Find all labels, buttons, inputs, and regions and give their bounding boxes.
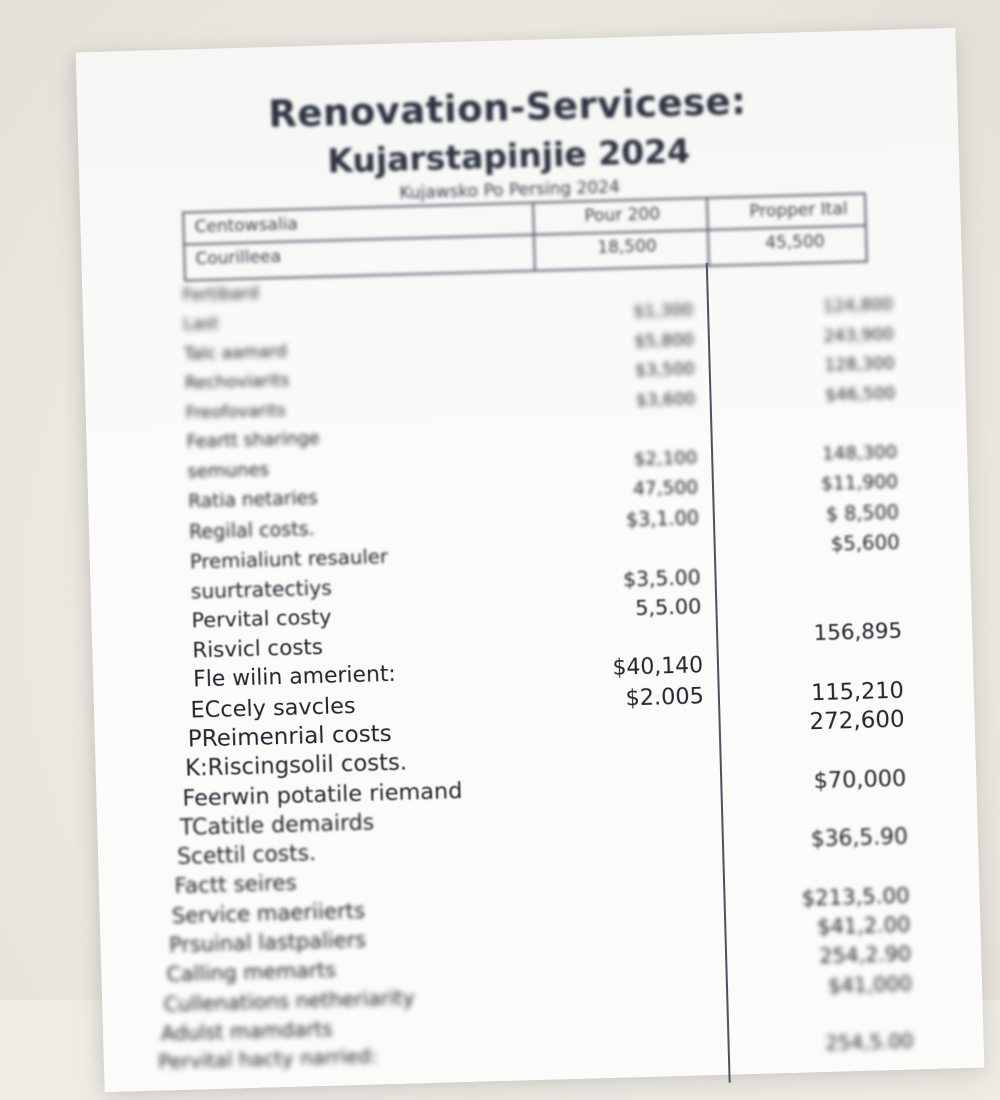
item-label: PReimenrial costs (187, 720, 393, 753)
item-value-col2: 128,300 (824, 353, 895, 376)
item-value-col1: $3,500 (635, 359, 696, 382)
document-title-line1: Renovation-Servicese: (267, 79, 747, 137)
item-label: Pervital costy (191, 604, 332, 633)
item-value-col2: 272,600 (809, 706, 905, 736)
item-label: suurtratectiys (190, 575, 333, 604)
item-label: Scettil costs. (176, 840, 317, 870)
item-value-col2: 156,895 (813, 618, 903, 646)
item-value-col2: 148,300 (822, 442, 898, 466)
item-value-col2: $46,500 (824, 383, 896, 406)
header-row1-col2: Pour 200 (584, 204, 661, 227)
item-value-col2: $36,5.90 (810, 824, 909, 852)
item-value-col1: 5,5.00 (634, 594, 702, 621)
item-value-col2: $11,900 (820, 471, 899, 495)
item-label: Last (183, 313, 219, 335)
item-value-col1: $3,600 (635, 388, 696, 411)
item-label: Service maeriierts (171, 898, 366, 929)
item-value-col2: $5,600 (830, 530, 900, 556)
item-label: Fle wilin amerient: (192, 661, 397, 693)
item-label: Premialiunt resauler (189, 544, 389, 574)
document-subtitle: Kujawsko Po Persing 2024 (399, 177, 621, 204)
price-list-sheet (76, 28, 985, 1092)
item-value-col1: $3,1.00 (625, 506, 700, 532)
item-value-col1: $3,5.00 (622, 565, 701, 592)
item-value-col2: 254,5.00 (825, 1029, 914, 1056)
item-value-col1: $5,800 (634, 330, 695, 352)
item-value-col2: $70,000 (813, 765, 907, 794)
header-row1-col3: Propper Ital (749, 199, 848, 222)
item-label: semunes (187, 459, 270, 483)
item-value-col2: 243,900 (823, 324, 895, 347)
item-label: Pervital hacty narried: (158, 1044, 378, 1074)
item-value-col2: $ 8,500 (825, 500, 900, 526)
item-value-col2: 254,2.90 (819, 941, 912, 969)
item-value-col1: $40,140 (612, 653, 704, 681)
item-value-col1: $1,300 (633, 300, 694, 323)
item-label: Freofovarits (185, 400, 287, 424)
item-value-col1: $2.005 (625, 682, 705, 711)
item-value-col2: $41,000 (827, 971, 913, 998)
item-label: Rechoviarits (184, 370, 290, 394)
header-table-column-divider (532, 204, 536, 270)
item-label: ECcely savcles (190, 692, 356, 724)
header-row2-col2: 18,500 (597, 236, 658, 258)
item-value-col2: 124,800 (822, 295, 894, 318)
item-label: Fertibard (182, 283, 260, 306)
item-label: Ratia netaries (187, 487, 319, 513)
item-label: Adulst mamdarts (160, 1016, 333, 1046)
header-row2-col3: 45,500 (764, 231, 825, 254)
item-label: Calling memarts (166, 957, 337, 987)
item-value-col1: $2,100 (633, 447, 698, 471)
item-label: Talc aamard (183, 341, 288, 365)
item-label: Regilal costs. (188, 517, 315, 544)
item-label: TCatitle demairds (179, 809, 375, 842)
document-title-line2: Kujarstapinjie 2024 (326, 131, 691, 181)
item-label: Feerwin potatile riemand (182, 777, 463, 812)
item-label: Factt seires (174, 870, 298, 900)
item-label: Prsuinal lastpaliers (168, 927, 367, 958)
item-label: K:Riscingsolil costs. (184, 749, 408, 783)
item-label: Cullenations netheriarity (163, 984, 415, 1016)
item-value-col2: $213,5.00 (801, 882, 910, 911)
item-value-col2: $41,2.00 (816, 912, 911, 939)
header-row2-label: Courilleea (195, 246, 282, 270)
item-value-col2: 115,210 (810, 677, 905, 706)
item-value-col1: 47,500 (632, 477, 699, 500)
item-label: Feartt sharinge (186, 428, 320, 453)
header-row1-label: Centowsalia (194, 214, 299, 238)
item-label: Risvicl costs (192, 634, 324, 664)
header-table-column-divider (706, 199, 710, 265)
